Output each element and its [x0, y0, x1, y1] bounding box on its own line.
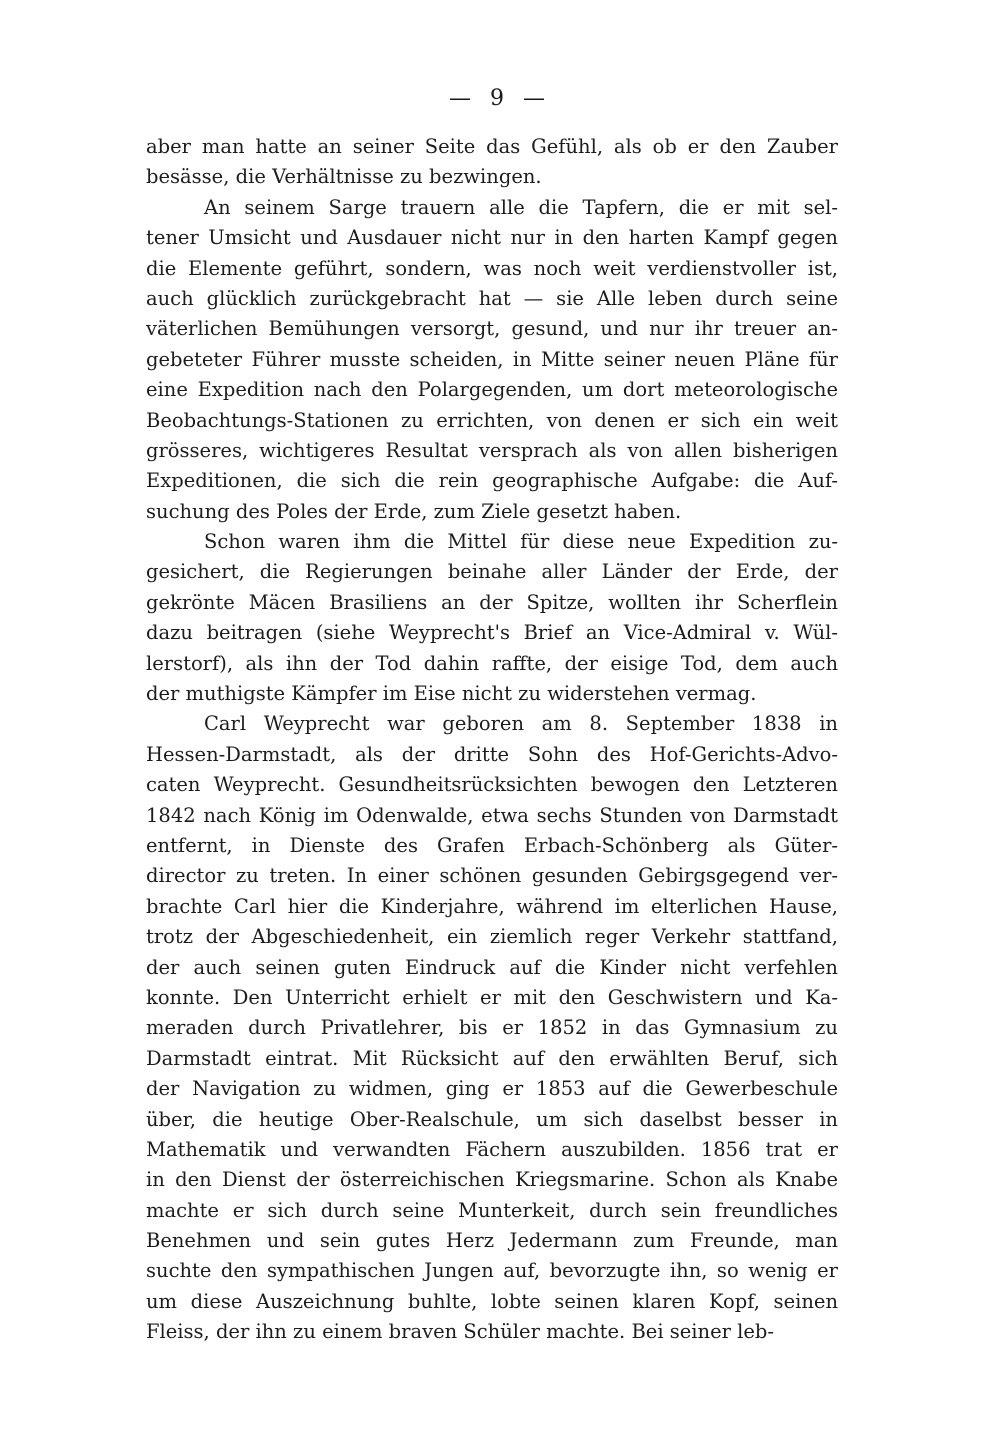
text-line: in den Dienst der österreichischen Kriegsmarine. Schon als Knabe — [146, 1168, 838, 1192]
page-number: — 9 — — [449, 86, 551, 111]
text-line: der muthigste Kämpfer im Eise nicht zu widerstehen vermag. — [146, 682, 757, 706]
text-line: director zu treten. In einer schönen gesunden Gebirgsgegend ver- — [146, 864, 838, 888]
text-line: über, die heutige Ober-Realschule, um sich daselbst besser in — [146, 1107, 838, 1131]
paragraph — [146, 132, 838, 193]
text-line: Carl Weyprecht war geboren am 8. September 1838 in — [204, 712, 838, 736]
text-line: An seinem Sarge trauern alle die Tapfern, die er mit sel- — [204, 195, 838, 219]
text-line: gesichert, die Regierungen beinahe aller Länder der Erde, der — [146, 560, 838, 584]
text-line: der auch seinen guten Eindruck auf die Kinder nicht verfehlen — [146, 955, 838, 979]
text-line: trotz der Abgeschiedenheit, ein ziemlich reger Verkehr stattfand, — [146, 925, 838, 949]
text-line: entfernt, in Dienste des Grafen Erbach-Schönberg als Güter- — [146, 833, 838, 857]
text-line: suchung des Poles der Erde, zum Ziele gesetzt haben. — [146, 499, 682, 523]
text-line: suchte den sympathischen Jungen auf, bevorzugte ihn, so wenig er — [146, 1259, 838, 1283]
text-line: meraden durch Privatlehrer, bis er 1852 in das Gymnasium zu — [146, 1016, 838, 1040]
text-line: väterlichen Bemühungen versorgt, gesund, und nur ihr treuer an- — [146, 317, 838, 341]
text-line: Benehmen und sein gutes Herz Jedermann zum Freunde, man — [146, 1229, 838, 1253]
text-line: tener Umsicht und Ausdauer nicht nur in den harten Kampf gegen — [146, 226, 838, 250]
text-line: um diese Auszeichnung buhlte, lobte seinen klaren Kopf, seinen — [146, 1289, 838, 1313]
text-line: der Navigation zu widmen, ging er 1853 auf die Gewerbeschule — [146, 1077, 838, 1101]
text-line: lerstorf), als ihn der Tod dahin raffte, der eisige Tod, dem auch — [146, 651, 838, 675]
text-line: aber man hatte an seiner Seite das Gefühl, als ob er den Zauber — [146, 135, 838, 158]
text-line: Expeditionen, die sich die rein geographische Aufgabe: die Auf- — [146, 469, 838, 493]
text-line: auch glücklich zurückgebracht hat — sie Alle leben durch seine — [146, 286, 838, 310]
text-line: Hessen-Darmstadt, als der dritte Sohn des Hof-Gerichts-Advo- — [146, 742, 838, 766]
text-line: besässe, die Verhältnisse zu bezwingen. — [146, 165, 542, 189]
text-line: grösseres, wichtigeres Resultat versprach als von allen bisherigen — [146, 438, 838, 462]
text-line: Schon waren ihm die Mittel für diese neue Expedition zu- — [204, 530, 838, 554]
paragraph — [146, 193, 838, 527]
text-line: Beobachtungs-Stationen zu errichten, von denen er sich ein weit — [146, 408, 838, 432]
text-line: die Elemente geführt, sondern, was noch weit verdienstvoller ist, — [146, 256, 838, 280]
text-line: brachte Carl hier die Kinderjahre, während im elterlichen Hause, — [146, 894, 838, 918]
text-line: Darmstadt eintrat. Mit Rücksicht auf den erwählten Beruf, sich — [146, 1046, 838, 1070]
text-line: machte er sich durch seine Munterkeit, durch sein freundliches — [146, 1198, 838, 1222]
text-line: gekrönte Mäcen Brasiliens an der Spitze, wollten ihr Scherflein — [146, 590, 838, 614]
text-line: eine Expedition nach den Polargegenden, um dort meteorologische — [146, 378, 838, 402]
text-line: dazu beitragen (siehe Weyprecht's Brief an Vice-Admiral v. Wül- — [146, 621, 838, 645]
text-line: Mathematik und verwandten Fächern auszubilden. 1856 trat er — [146, 1137, 838, 1161]
paragraph — [146, 527, 838, 709]
body-text — [146, 132, 838, 1348]
text-line: gebeteter Führer musste scheiden, in Mitte seiner neuen Pläne für — [146, 347, 838, 371]
text-line: 1842 nach König im Odenwalde, etwa sechs Stunden von Darmstadt — [146, 803, 838, 827]
text-line: Fleiss, der ihn zu einem braven Schüler machte. Bei seiner leb- — [146, 1320, 775, 1344]
text-line: konnte. Den Unterricht erhielt er mit den Geschwistern und Ka- — [146, 985, 838, 1009]
paragraph — [146, 709, 838, 1347]
text-line: caten Weyprecht. Gesundheitsrücksichten bewogen den Letzteren — [146, 773, 838, 797]
